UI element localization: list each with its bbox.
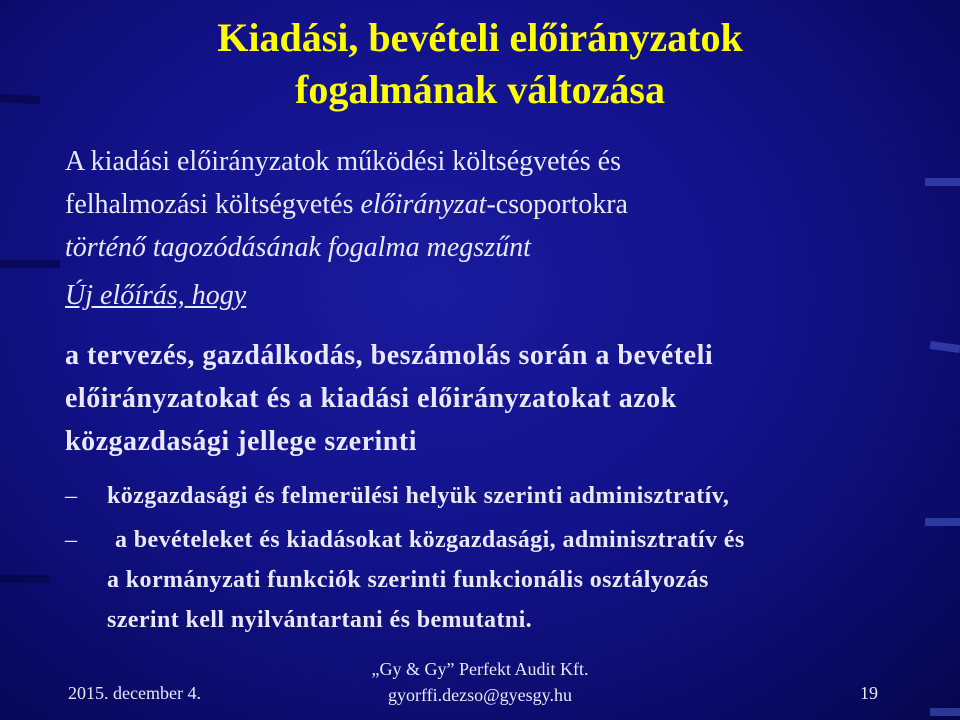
paragraph1-line2-text: felhalmozási költségvetés [65, 189, 361, 220]
paragraph1-line2-italic: előirányzat [360, 189, 487, 220]
paragraph3-line3: közgazdasági jellege szerinti [65, 426, 417, 457]
paragraph-budget-groups [65, 140, 925, 269]
footer-date: 2015. december 4. [68, 683, 201, 703]
paragraph1-line2-suffix: -csoportokra [486, 189, 628, 220]
dash-marker: – [65, 527, 78, 553]
bullet-line: szerint kell nyilvántartani és bemutatni. [107, 607, 533, 633]
bullet-text: közgazdasági és felmerülési helyük szerinti adminisztratív, [107, 483, 730, 509]
paragraph1-line1: A kiadási előirányzatok működési költségvetés és [65, 146, 621, 177]
paragraph1-line3: történő tagozódásának fogalma megszűnt [65, 232, 531, 263]
decor-stripe [930, 708, 960, 716]
bullet-line: a bevételeket és kiadásokat közgazdasági, adminisztratív és [115, 527, 745, 553]
new-rule-heading: Új előírás, hogy [65, 280, 247, 311]
footer-company-name: „Gy & Gy” Perfekt Audit Kft. [371, 659, 589, 679]
bullet-item [65, 476, 935, 516]
bullet-item [65, 520, 935, 640]
slide-title-line1: Kiadási, bevételi előirányzatok [217, 15, 743, 60]
decor-stripe [0, 260, 60, 268]
paragraph3-line1: a tervezés, gazdálkodás, beszámolás során a bevételi [65, 340, 714, 371]
decor-stripe [930, 341, 960, 353]
slide-number: 19 [860, 683, 878, 703]
footer-email: gyorffi.dezso@gyesgy.hu [387, 685, 573, 705]
bullet-line: a kormányzati funkciók szerinti funkcionális osztályozás [107, 567, 709, 593]
decor-stripe [925, 178, 960, 186]
decor-stripe [0, 575, 50, 583]
slide-title-line2: fogalmának változása [295, 67, 665, 112]
dash-marker: – [65, 483, 78, 509]
slide-title [0, 12, 960, 116]
paragraph1-line2 [65, 183, 925, 226]
paragraph3-line2: előirányzatokat és a kiadási előirányzatokat azok [65, 383, 677, 414]
footer-company [0, 656, 960, 708]
bullet-list [65, 476, 935, 640]
paragraph-classification [65, 334, 925, 463]
